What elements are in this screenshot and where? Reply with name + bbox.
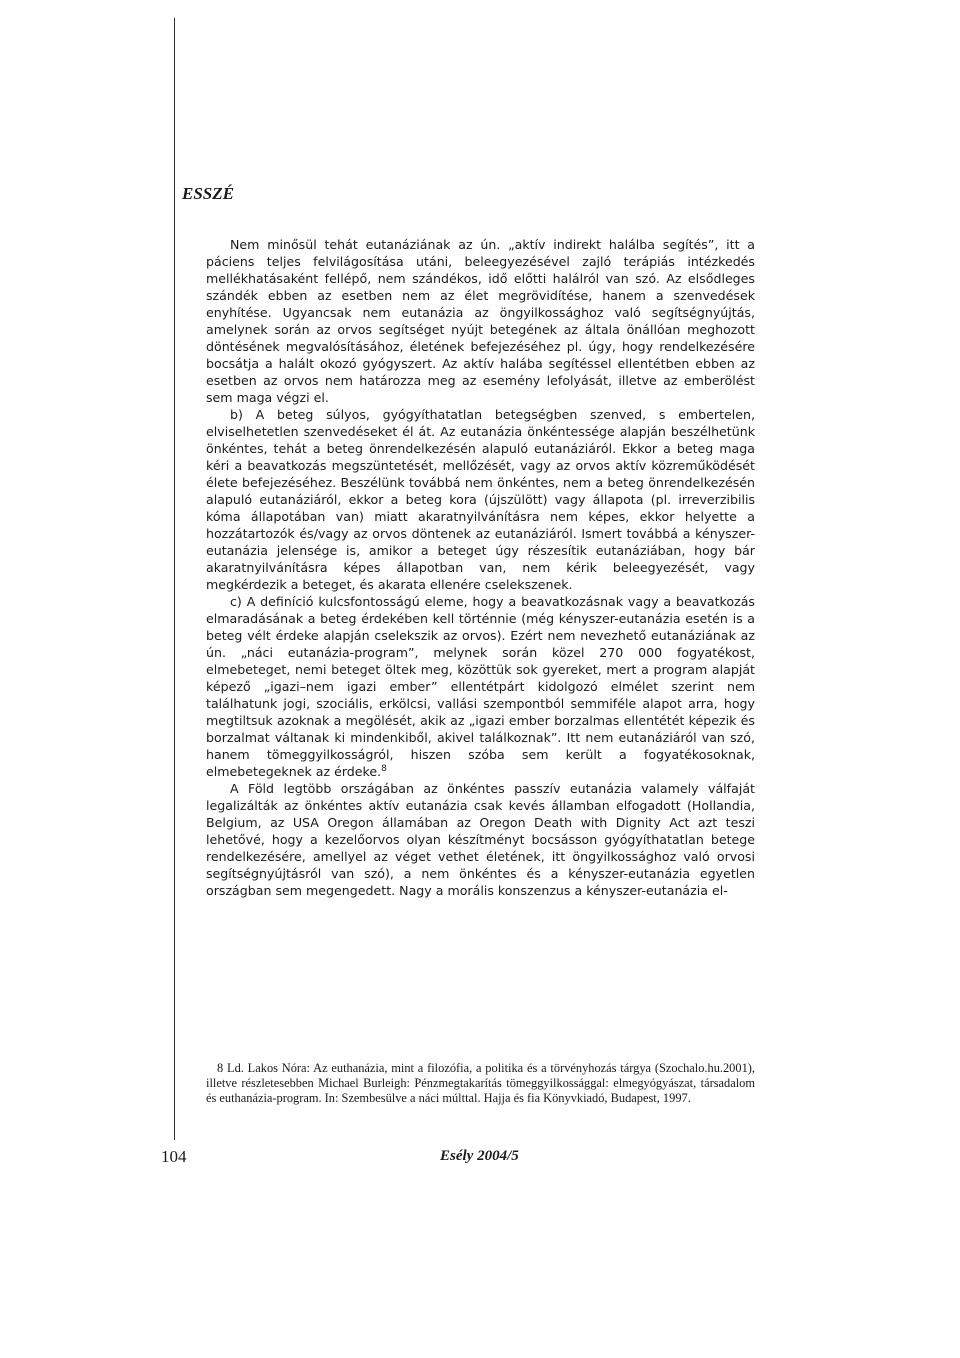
paragraph-3-text: c) A definíció kulcsfontosságú eleme, hogy a beavatkozásnak vagy a beavatkozás elmaradásának a beteg érdekében kell történnie (még kényszer-eutanázia esetén is a beteg vélt érdeke alapján cselekszik az orvos). Ezért nem nevezhető eutanáziának az ún. „náci eutanázia-program”, melynek során közel 270 000 fogyatékost, elmebeteget, nemi beteget öltek meg, közöttük sok gyereket, mert a program alapját képező „igazi–nem igazi ember” ellentétpárt kidolgozó elmélet szerint nem találhatunk jogi, szociális, erkölcsi, vallási szempontból semmiféle alapot arra, hogy megtiltsuk azoknak a megölését, akik az „igazi ember borzalmas ellentétét képezik és borzalmat váltanak ki mindenkiből, akivel találkoznak”. Itt nem eutanáziáról van szó, hanem tömeggyilkosságról, hiszen szóba sem került a fogyatékosoknak, elmebetegeknek az érdeke. <box>206 594 755 779</box>
page-number: 104 <box>161 1147 187 1166</box>
section-heading: ESSZÉ <box>182 184 234 203</box>
paragraph-4: A Föld legtöbb országában az önkéntes passzív eutanázia valamely válfaját legalizálták az önkéntes aktív eutanázia csak kevés államban elfogadott (Hollandia, Belgium, az USA Oregon államában az Oregon Death with Dignity Act azt teszi lehetővé, hogy a kezelőorvos olyan készítményt bocsásson gyógyíthatatlan betege rendelkezésére, amellyel az véget vethet életének, itt öngyilkossághoz való orvosi segítségnyújtásról van szó), a nem önkéntes és a kényszer-eutanázia egyetlen országban sem megengedett. Nagy a morális konszenzus a kényszer-eutanázia el- <box>206 781 755 898</box>
paragraph-2: b) A beteg súlyos, gyógyíthatatlan betegségben szenved, s embertelen, elviselhetetlen szenvedéseket él át. Az eutanázia önkéntessége alapján beszélhetünk önkéntes, tehát a beteg önrendelkezésén alapuló eutanáziáról. Ekkor a beteg maga kéri a beavatkozás megszüntetését, mellőzését, vagy az orvos aktív közreműködését élete befejezéséhez. Beszélünk továbbá nem önkéntes, nem a beteg önrendelkezésén alapuló eutanáziáról, ekkor a beteg kora (újszülött) vagy állapota (pl. irreverzibilis kóma állapotában van) miatt akaratnyilvánításra nem képes, ekkor helyette a hozzátartozók és/vagy az orvos döntenek az eutanáziáról. Ismert továbbá a kényszer-eutanázia jelensége is, amikor a beteget úgy részesítik eutanáziában, hogy bár akaratnyilvánításra képes állapotban van, nem kérik beleegyezését, vagy megkérdezik a beteget, és akarata ellenére cselekszenek. <box>206 407 755 592</box>
margin-rule <box>174 18 175 1140</box>
paragraph-3 <box>206 593 755 780</box>
paragraph-1: Nem minősül tehát eutanáziának az ún. „aktív indirekt halálba segítés”, itt a páciens teljes felvilágosítása utáni, beleegyezésével zajló terápiás intézkedés mellékhatásaként fellépő, nem szándékos, idő előtti halálról van szó. Az elsődleges szándék ebben az esetben nem az élet megrövidítése, hanem a szenvedések enyhítése. Ugyancsak nem eutanázia az öngyilkossághoz való segítségnyújtás, amelynek során az orvos segítséget nyújt betegének az általa önállóan meghozott döntésének megvalósításához, életének befejezéséhez pl. úgy, hogy rendelkezésére bocsátja a halált okozó gyógyszert. Az aktív halába segítéssel ellentétben ebben az esetben az orvos nem határozza meg az esemény lefolyását, illetve az emberölést sem maga végzi el. <box>206 237 755 405</box>
footnotes <box>206 1061 755 1106</box>
journal-title: Esély 2004/5 <box>440 1148 519 1164</box>
footnote-reference[interactable]: 8 <box>381 763 387 774</box>
footnote-8: 8 Ld. Lakos Nóra: Az euthanázia, mint a filozófia, a politika és a törvényhozás tárgya (Szochalo.hu.2001), illetve részletesebben Michael Burleigh: Pénzmegtakarítás tömeggyilkossággal: elmegyógyászat, társadalom és euthanázia-program. In: Szembesülve a náci múlttal. Hajja és fia Könyvkiadó, Budapest, 1997. <box>206 1061 755 1105</box>
article-body <box>206 236 755 899</box>
